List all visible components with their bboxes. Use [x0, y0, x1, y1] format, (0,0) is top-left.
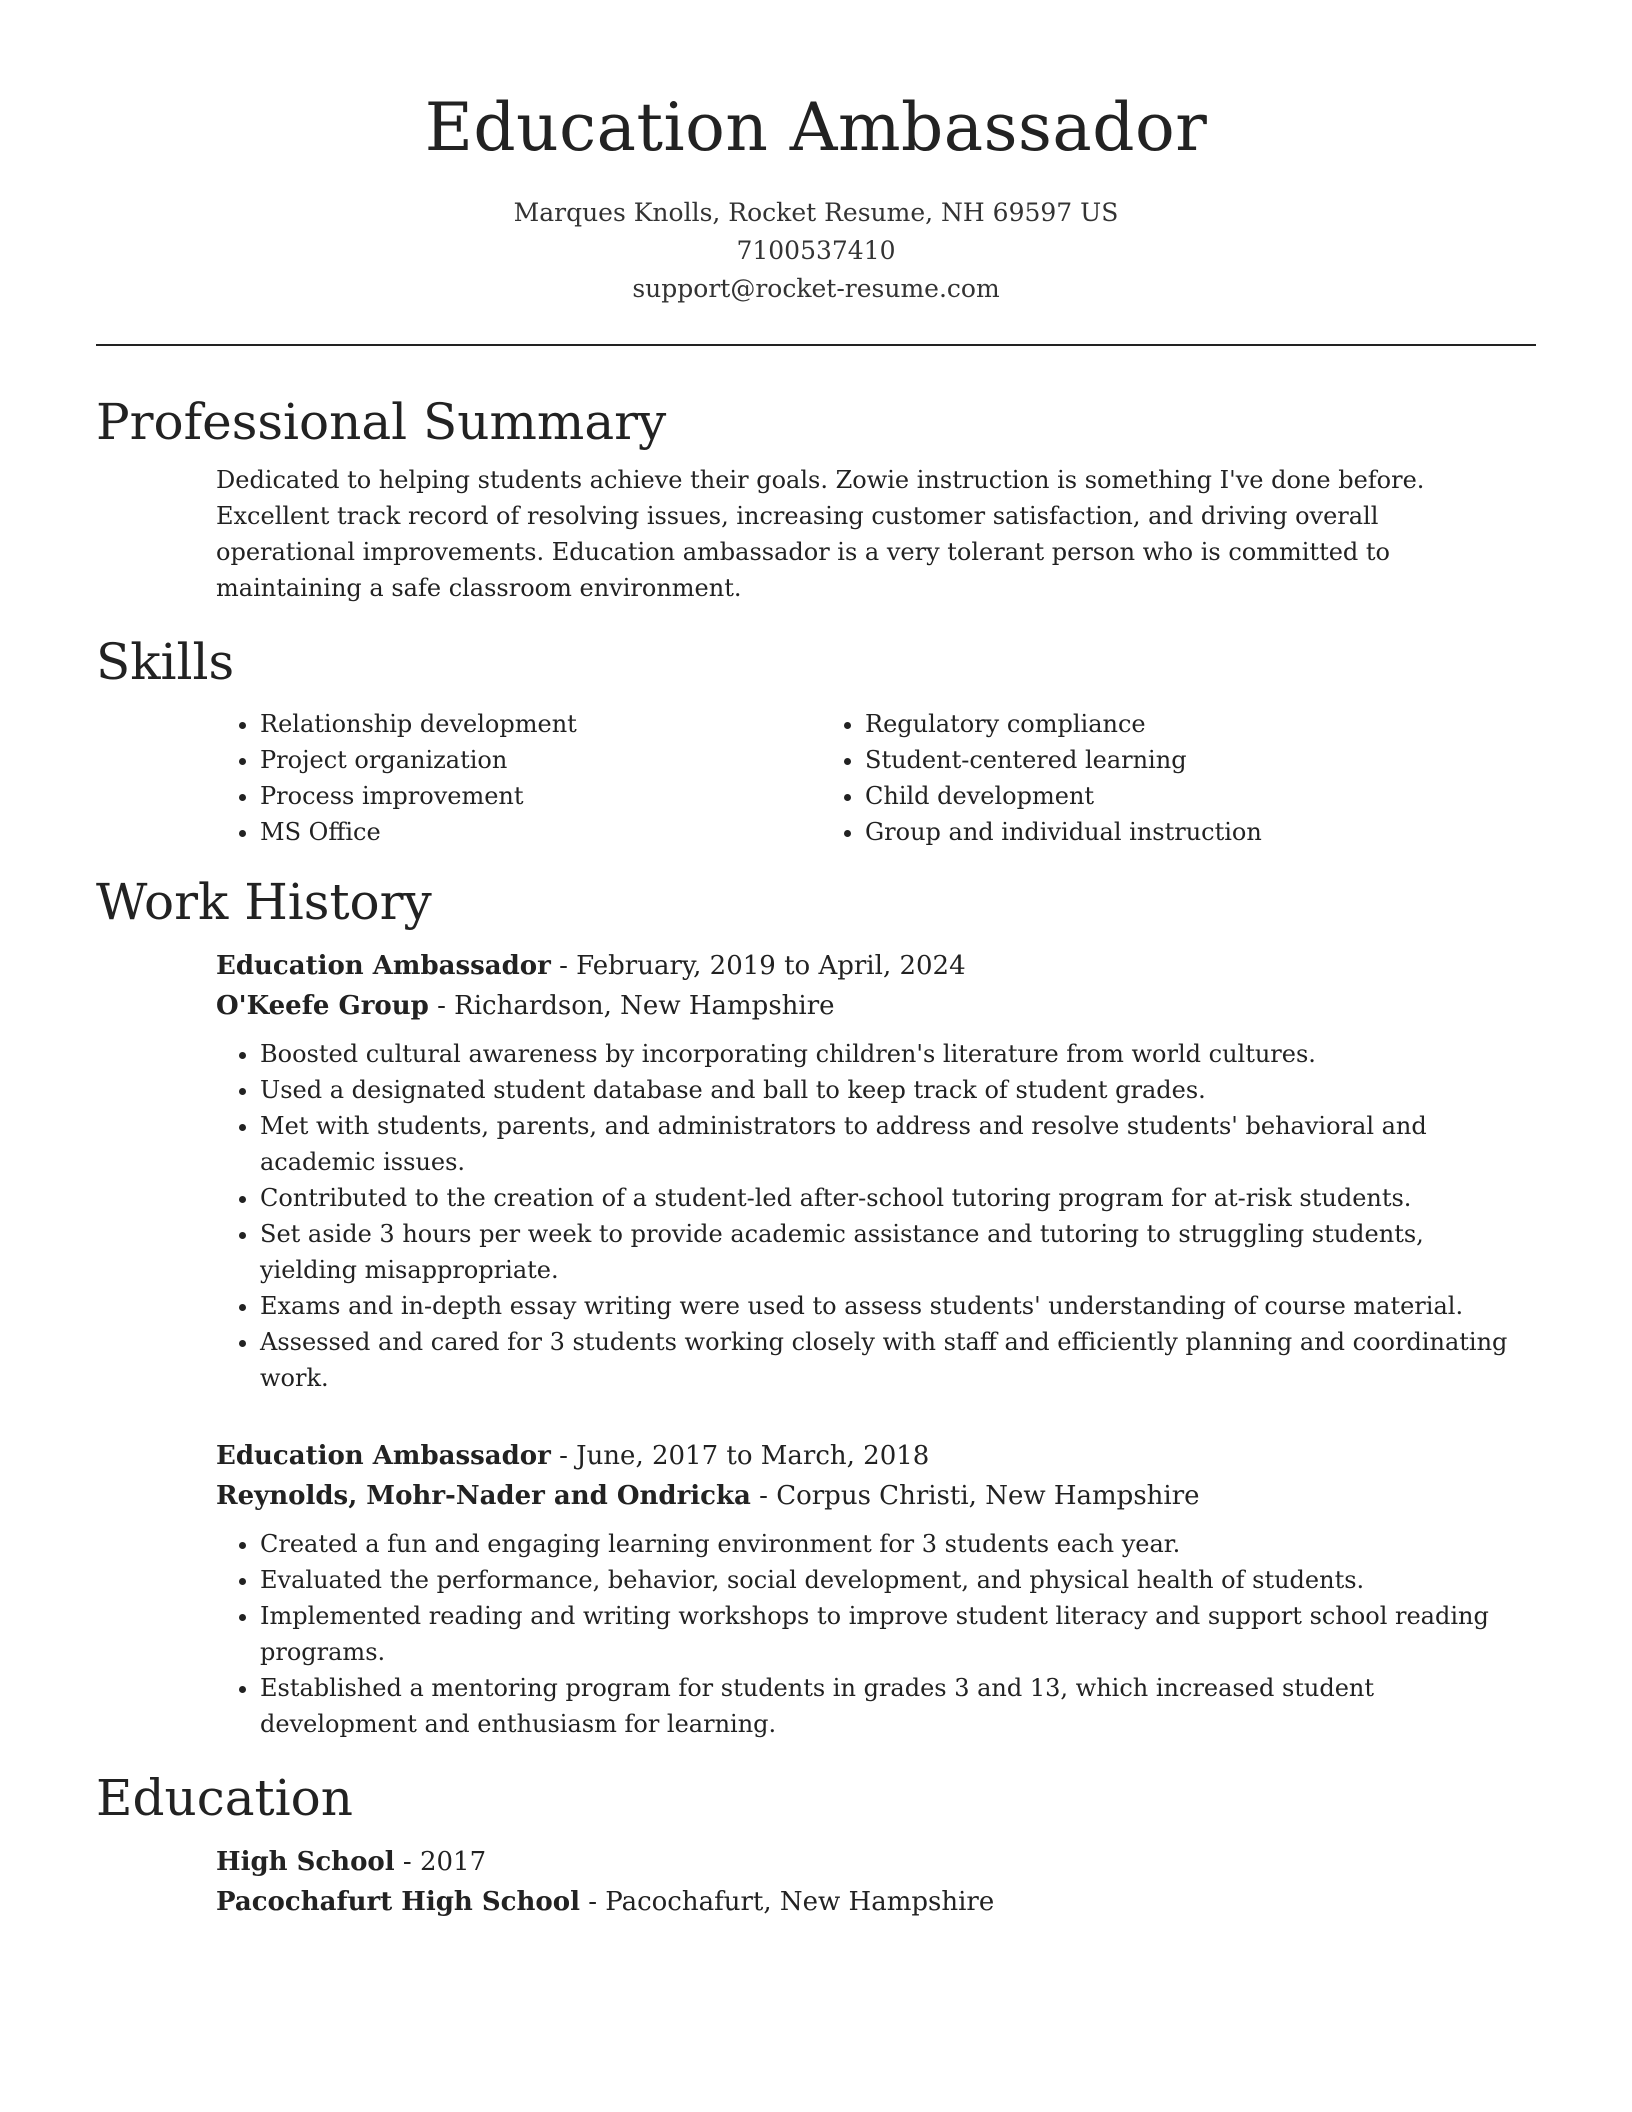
job-entry — [216, 1436, 1536, 1742]
job-bullet: • Created a fun and engaging learning environment for 3 students each year. — [260, 1526, 1516, 1562]
job-location: - Corpus Christi, New Hampshire — [750, 1481, 1200, 1511]
skill-item: • Regulatory compliance — [865, 706, 1421, 742]
job-dates: - February, 2019 to April, 2024 — [550, 951, 966, 981]
job-bullets — [216, 1036, 1536, 1396]
job-company: Reynolds, Mohr-Nader and Ondricka — [216, 1481, 751, 1511]
job-company-line — [216, 986, 1536, 1026]
skill-item: • MS Office — [260, 814, 821, 850]
candidate-name: Education Ambassador — [424, 89, 1208, 166]
job-bullet: • Exams and in-depth essay writing were used to assess students' understanding of course material. — [260, 1288, 1516, 1324]
section-title-summary: Professional Summary — [96, 393, 667, 451]
contact-address: Marques Knolls, Rocket Resume, NH 69597 US — [513, 198, 1119, 227]
education-degree-line — [216, 1842, 1536, 1882]
header-divider — [96, 344, 1536, 346]
resume-header — [96, 0, 1536, 308]
job-dates: - June, 2017 to March, 2018 — [550, 1441, 930, 1471]
section-professional-summary — [96, 392, 1536, 606]
job-bullet: • Implemented reading and writing workshops to improve student literacy and support school reading programs. — [260, 1598, 1516, 1670]
skill-item: • Relationship development — [260, 706, 821, 742]
job-bullet: • Used a designated student database and ball to keep track of student grades. — [260, 1072, 1516, 1108]
job-bullet: • Established a mentoring program for students in grades 3 and 13, which increased student development and enthusiasm for learning. — [260, 1670, 1516, 1742]
skill-item: • Student-centered learning — [865, 742, 1421, 778]
skill-item: • Process improvement — [260, 778, 821, 814]
job-title-line — [216, 1436, 1536, 1476]
job-bullet: • Set aside 3 hours per week to provide academic assistance and tutoring to struggling students, yielding misappropriate. — [260, 1216, 1516, 1288]
job-bullet: • Boosted cultural awareness by incorporating children's literature from world cultures. — [260, 1036, 1516, 1072]
education-degree: High School — [216, 1847, 395, 1877]
section-title-skills: Skills — [96, 633, 235, 691]
job-title-line — [216, 946, 1536, 986]
job-entry — [216, 946, 1536, 1396]
skills-grid — [216, 706, 1536, 850]
job-company-line — [216, 1476, 1536, 1516]
job-bullet: • Evaluated the performance, behavior, social development, and physical health of students. — [260, 1562, 1516, 1598]
section-skills — [96, 632, 1536, 850]
section-education — [96, 1768, 1536, 1922]
job-bullet: • Assessed and cared for 3 students working closely with staff and efficiently planning and coordinating work. — [260, 1324, 1516, 1396]
section-work-history — [96, 872, 1536, 1742]
education-location: - Pacochafurt, New Hampshire — [579, 1887, 995, 1917]
contact-info — [96, 194, 1536, 308]
skill-item: • Project organization — [260, 742, 821, 778]
skills-list-left — [216, 706, 821, 850]
job-role: Education Ambassador — [216, 951, 551, 981]
contact-email: support@rocket-resume.com — [632, 274, 1000, 303]
skill-item: • Group and individual instruction — [865, 814, 1421, 850]
job-bullet: • Contributed to the creation of a student-led after-school tutoring program for at-risk students. — [260, 1180, 1516, 1216]
job-location: - Richardson, New Hampshire — [428, 991, 835, 1021]
job-bullets — [216, 1526, 1536, 1742]
education-entry — [216, 1842, 1536, 1922]
education-school-line — [216, 1882, 1536, 1922]
education-school: Pacochafurt High School — [216, 1887, 580, 1917]
education-year: - 2017 — [394, 1847, 487, 1877]
skill-item: • Child development — [865, 778, 1421, 814]
job-company: O'Keefe Group — [216, 991, 429, 1021]
job-role: Education Ambassador — [216, 1441, 551, 1471]
section-title-education: Education — [96, 1769, 353, 1827]
summary-text: Dedicated to helping students achieve their goals. Zowie instruction is something I've done before. Excellent track record of resolving issues, increasing customer satisfaction, and driving overall operational improvements. Education ambassador is a very tolerant person who is committed to maintaining a safe classroom environment. — [216, 466, 1425, 602]
section-title-work: Work History — [96, 873, 432, 931]
contact-phone: 7100537410 — [736, 236, 896, 265]
skills-list-right — [821, 706, 1421, 850]
job-bullet: • Met with students, parents, and administrators to address and resolve students' behavioral and academic issues. — [260, 1108, 1516, 1180]
